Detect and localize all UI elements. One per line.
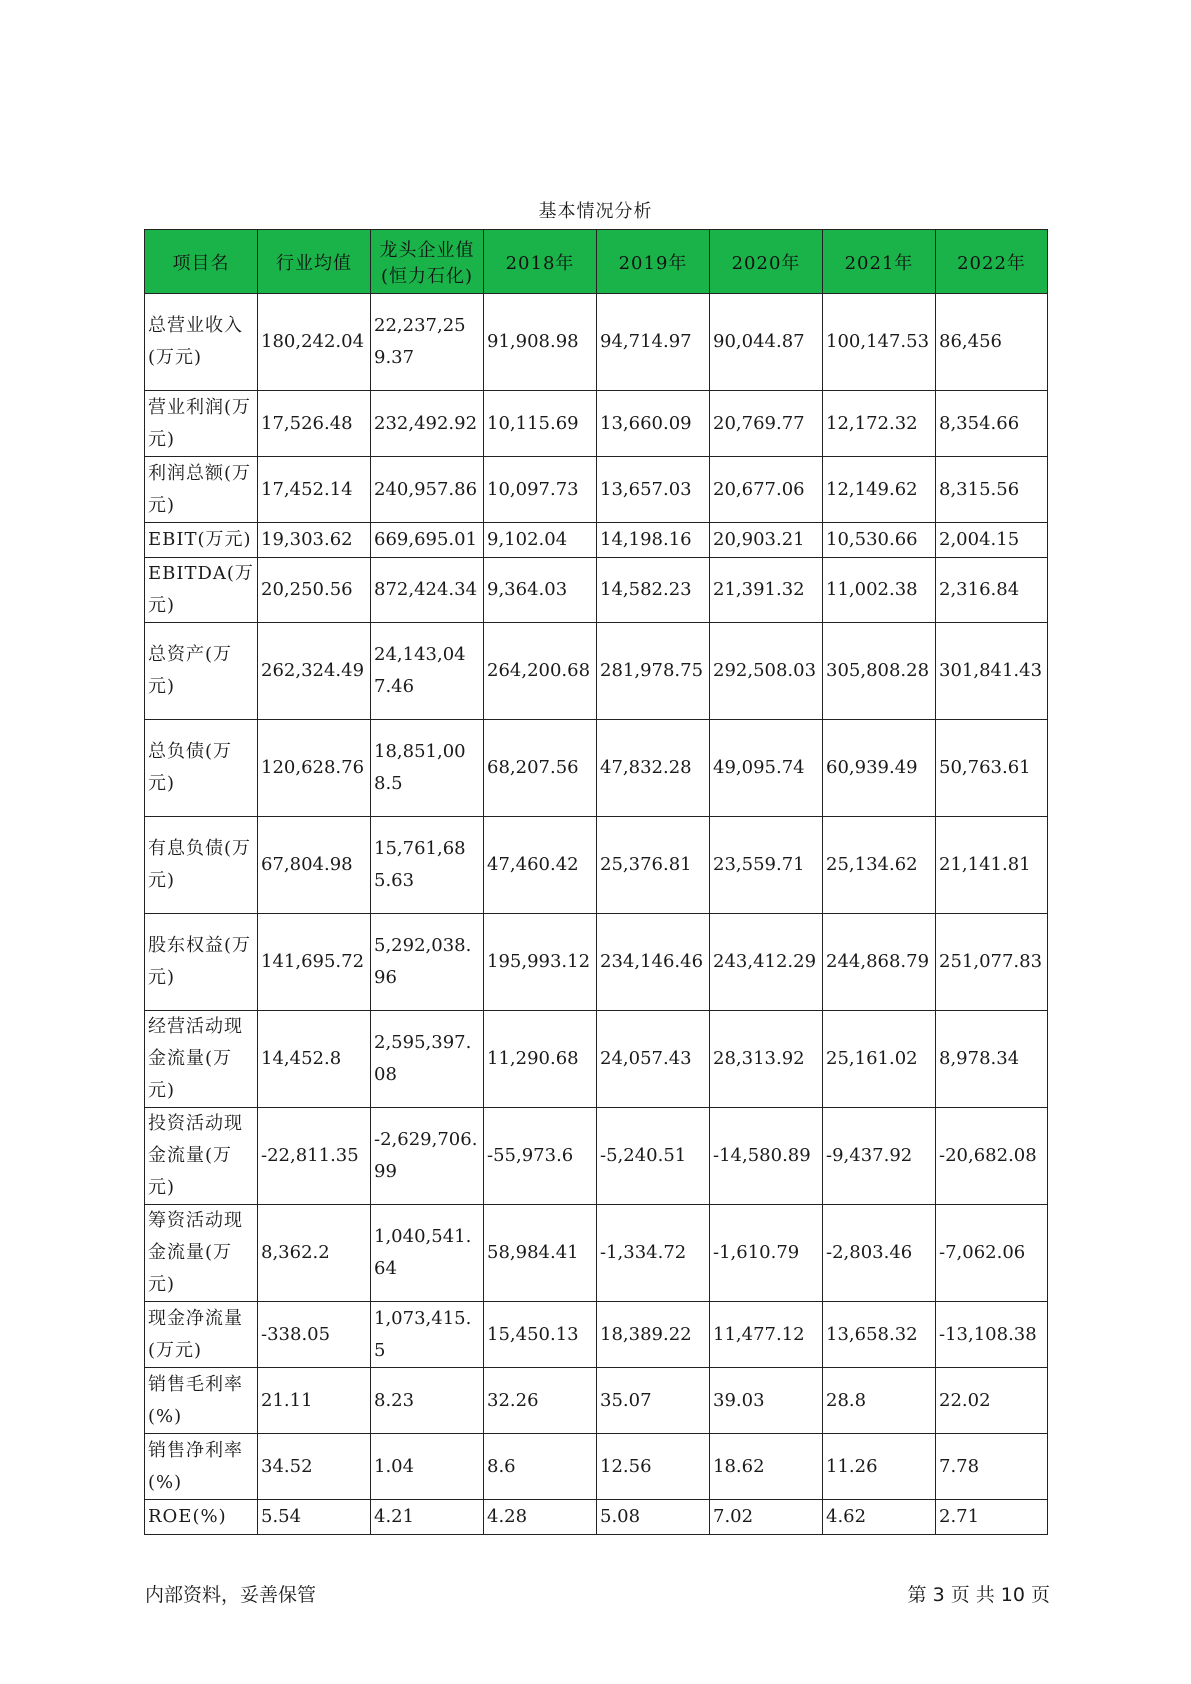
table-cell: 10,097.73 <box>484 457 597 523</box>
table-cell: 35.07 <box>597 1368 710 1434</box>
table-cell: 240,957.86 <box>371 457 484 523</box>
table-cell: -338.05 <box>258 1302 371 1368</box>
table-cell: 28,313.92 <box>710 1011 823 1108</box>
table-cell: 8,978.34 <box>936 1011 1048 1108</box>
table-row <box>145 1011 1048 1108</box>
table-row <box>145 391 1048 457</box>
table-row <box>145 623 1048 720</box>
table-cell: 9,102.04 <box>484 523 597 558</box>
row-label: 销售净利率(%) <box>145 1434 258 1500</box>
header-cell: 2018年 <box>484 230 597 294</box>
table-cell: -1,610.79 <box>710 1205 823 1302</box>
table-cell: 4.21 <box>371 1500 484 1535</box>
table-cell: 8,362.2 <box>258 1205 371 1302</box>
table-cell: 21.11 <box>258 1368 371 1434</box>
table-cell: 68,207.56 <box>484 720 597 817</box>
table-cell: 22,237,259.37 <box>371 294 484 391</box>
row-label: 总营业收入(万元) <box>145 294 258 391</box>
table-cell: 4.28 <box>484 1500 597 1535</box>
table-cell: 22.02 <box>936 1368 1048 1434</box>
table-cell: 8.6 <box>484 1434 597 1500</box>
table-cell: 9,364.03 <box>484 558 597 623</box>
table-cell: 2.71 <box>936 1500 1048 1535</box>
footer-page-number: 第 3 页 共 10 页 <box>907 1584 1050 1606</box>
table-cell: 15,450.13 <box>484 1302 597 1368</box>
table-cell: 5.54 <box>258 1500 371 1535</box>
row-label: 营业利润(万元) <box>145 391 258 457</box>
table-cell: 281,978.75 <box>597 623 710 720</box>
table-cell: 120,628.76 <box>258 720 371 817</box>
table-cell: 232,492.92 <box>371 391 484 457</box>
table-row <box>145 558 1048 623</box>
table-row <box>145 817 1048 914</box>
table-cell: 17,526.48 <box>258 391 371 457</box>
row-label: 利润总额(万元) <box>145 457 258 523</box>
table-cell: -13,108.38 <box>936 1302 1048 1368</box>
header-cell: 项目名 <box>145 230 258 294</box>
table-cell: 25,161.02 <box>823 1011 936 1108</box>
table-cell: 1.04 <box>371 1434 484 1500</box>
table-cell: -2,803.46 <box>823 1205 936 1302</box>
table-cell: 872,424.34 <box>371 558 484 623</box>
row-label: EBIT(万元) <box>145 523 258 558</box>
table-cell: 2,595,397.08 <box>371 1011 484 1108</box>
table-cell: 14,198.16 <box>597 523 710 558</box>
table-cell: 2,004.15 <box>936 523 1048 558</box>
table-cell: 20,769.77 <box>710 391 823 457</box>
header-cell: 龙头企业值(恒力石化) <box>371 230 484 294</box>
table-cell: 18,389.22 <box>597 1302 710 1368</box>
table-cell: 21,391.32 <box>710 558 823 623</box>
table-row <box>145 1108 1048 1205</box>
table-cell: 11,290.68 <box>484 1011 597 1108</box>
table-cell: -22,811.35 <box>258 1108 371 1205</box>
table-cell: 21,141.81 <box>936 817 1048 914</box>
table-cell: 25,134.62 <box>823 817 936 914</box>
header-cell: 行业均值 <box>258 230 371 294</box>
table-cell: 25,376.81 <box>597 817 710 914</box>
row-label: 投资活动现金流量(万元) <box>145 1108 258 1205</box>
table-cell: 11,002.38 <box>823 558 936 623</box>
table-cell: -2,629,706.99 <box>371 1108 484 1205</box>
row-label: 经营活动现金流量(万元) <box>145 1011 258 1108</box>
header-cell: 2020年 <box>710 230 823 294</box>
table-row <box>145 1434 1048 1500</box>
table-cell: 264,200.68 <box>484 623 597 720</box>
row-label: 销售毛利率(%) <box>145 1368 258 1434</box>
table-row <box>145 1205 1048 1302</box>
table-cell: 15,761,685.63 <box>371 817 484 914</box>
table-cell: 7.02 <box>710 1500 823 1535</box>
table-cell: 13,658.32 <box>823 1302 936 1368</box>
table-cell: 2,316.84 <box>936 558 1048 623</box>
table-cell: 17,452.14 <box>258 457 371 523</box>
table-cell: 12,172.32 <box>823 391 936 457</box>
row-label: 股东权益(万元) <box>145 914 258 1011</box>
table-cell: 60,939.49 <box>823 720 936 817</box>
header-row <box>145 230 1048 294</box>
table-cell: 141,695.72 <box>258 914 371 1011</box>
table-cell: 244,868.79 <box>823 914 936 1011</box>
table-cell: 14,582.23 <box>597 558 710 623</box>
table-cell: 12.56 <box>597 1434 710 1500</box>
row-label: 有息负债(万元) <box>145 817 258 914</box>
table-cell: 5,292,038.96 <box>371 914 484 1011</box>
table-cell: 32.26 <box>484 1368 597 1434</box>
row-label: 总资产(万元) <box>145 623 258 720</box>
table-cell: 18,851,008.5 <box>371 720 484 817</box>
table-cell: 1,073,415.5 <box>371 1302 484 1368</box>
table-cell: 50,763.61 <box>936 720 1048 817</box>
table-title: 基本情况分析 <box>538 201 653 222</box>
header-cell: 2022年 <box>936 230 1048 294</box>
table-cell: 67,804.98 <box>258 817 371 914</box>
table-cell: 8,354.66 <box>936 391 1048 457</box>
header-cell: 2019年 <box>597 230 710 294</box>
table-cell: 251,077.83 <box>936 914 1048 1011</box>
row-label: 筹资活动现金流量(万元) <box>145 1205 258 1302</box>
table-cell: 24,057.43 <box>597 1011 710 1108</box>
row-label: ROE(%) <box>145 1500 258 1535</box>
table-cell: 10,530.66 <box>823 523 936 558</box>
table-cell: 14,452.8 <box>258 1011 371 1108</box>
table-cell: 20,903.21 <box>710 523 823 558</box>
row-label: 现金净流量(万元) <box>145 1302 258 1368</box>
table-cell: 180,242.04 <box>258 294 371 391</box>
table-row <box>145 720 1048 817</box>
table-row <box>145 523 1048 558</box>
table-cell: -7,062.06 <box>936 1205 1048 1302</box>
header-cell: 2021年 <box>823 230 936 294</box>
table-cell: 13,657.03 <box>597 457 710 523</box>
table-cell: 58,984.41 <box>484 1205 597 1302</box>
table-cell: 90,044.87 <box>710 294 823 391</box>
row-label: EBITDA(万元) <box>145 558 258 623</box>
table-row <box>145 1368 1048 1434</box>
table-cell: 28.8 <box>823 1368 936 1434</box>
row-label: 总负债(万元) <box>145 720 258 817</box>
table-cell: 20,250.56 <box>258 558 371 623</box>
table-cell: 94,714.97 <box>597 294 710 391</box>
table-cell: 24,143,047.46 <box>371 623 484 720</box>
table-cell: 11.26 <box>823 1434 936 1500</box>
table-cell: 86,456 <box>936 294 1048 391</box>
table-cell: 301,841.43 <box>936 623 1048 720</box>
table-cell: 8.23 <box>371 1368 484 1434</box>
table-row <box>145 1500 1048 1535</box>
table-cell: 4.62 <box>823 1500 936 1535</box>
table-cell: 11,477.12 <box>710 1302 823 1368</box>
table-row <box>145 914 1048 1011</box>
table-cell: 100,147.53 <box>823 294 936 391</box>
table-cell: 234,146.46 <box>597 914 710 1011</box>
table-cell: 195,993.12 <box>484 914 597 1011</box>
table-cell: 13,660.09 <box>597 391 710 457</box>
table-cell: -1,334.72 <box>597 1205 710 1302</box>
table-cell: 262,324.49 <box>258 623 371 720</box>
table-cell: 20,677.06 <box>710 457 823 523</box>
table-cell: 39.03 <box>710 1368 823 1434</box>
table-cell: 34.52 <box>258 1434 371 1500</box>
table-cell: 47,460.42 <box>484 817 597 914</box>
table-cell: -55,973.6 <box>484 1108 597 1205</box>
table-row <box>145 294 1048 391</box>
table-cell: 243,412.29 <box>710 914 823 1011</box>
table-cell: -20,682.08 <box>936 1108 1048 1205</box>
table-cell: 91,908.98 <box>484 294 597 391</box>
table-row <box>145 1302 1048 1368</box>
table-cell: -9,437.92 <box>823 1108 936 1205</box>
table-cell: 23,559.71 <box>710 817 823 914</box>
table-cell: 292,508.03 <box>710 623 823 720</box>
table-cell: 49,095.74 <box>710 720 823 817</box>
table-cell: 18.62 <box>710 1434 823 1500</box>
table-cell: 8,315.56 <box>936 457 1048 523</box>
analysis-table <box>144 229 1048 1535</box>
table-cell: 5.08 <box>597 1500 710 1535</box>
footer-confidential-note: 内部资料，妥善保管 <box>145 1584 317 1606</box>
table-row <box>145 457 1048 523</box>
table-cell: 669,695.01 <box>371 523 484 558</box>
table-cell: 10,115.69 <box>484 391 597 457</box>
table-cell: 305,808.28 <box>823 623 936 720</box>
table-cell: 12,149.62 <box>823 457 936 523</box>
table-cell: -14,580.89 <box>710 1108 823 1205</box>
table-cell: 47,832.28 <box>597 720 710 817</box>
table-cell: 7.78 <box>936 1434 1048 1500</box>
table-cell: 1,040,541.64 <box>371 1205 484 1302</box>
table-cell: 19,303.62 <box>258 523 371 558</box>
table-cell: -5,240.51 <box>597 1108 710 1205</box>
